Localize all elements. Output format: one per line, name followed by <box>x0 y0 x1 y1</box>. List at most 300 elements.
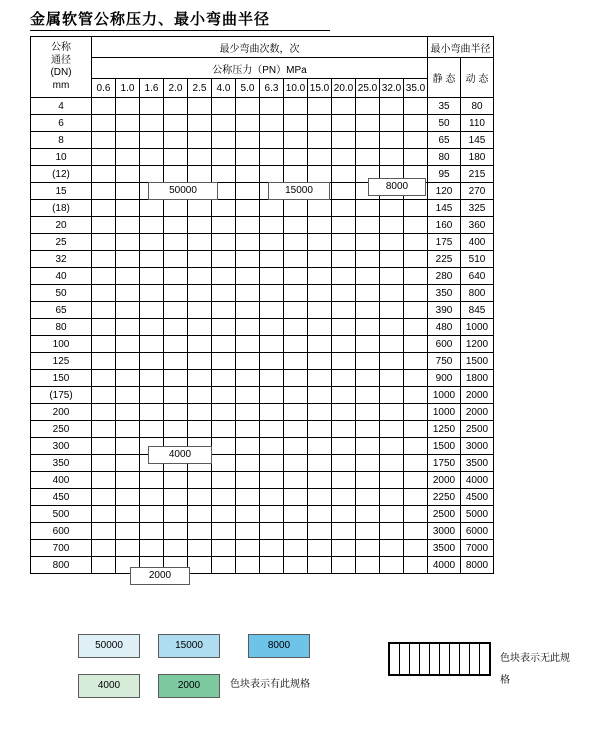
pressure-cell <box>380 336 404 353</box>
static-header: 静 态 <box>428 58 461 98</box>
pressure-cell <box>260 421 284 438</box>
pressure-cell <box>332 132 356 149</box>
pressure-cell <box>332 183 356 200</box>
pressure-cell <box>284 387 308 404</box>
table-row <box>31 404 494 421</box>
pressure-cell <box>356 200 380 217</box>
static-radius-cell: 480 <box>428 319 461 336</box>
pressure-cell <box>332 115 356 132</box>
pressure-cell <box>332 353 356 370</box>
pressure-cell <box>260 251 284 268</box>
pressure-cell <box>116 489 140 506</box>
legend-swatch-cell <box>460 643 470 675</box>
pressure-cell <box>116 183 140 200</box>
pressure-cell <box>188 387 212 404</box>
pressure-cell <box>356 353 380 370</box>
pressure-cell <box>92 540 116 557</box>
page-title: 金属软管公称压力、最小弯曲半径 <box>30 12 271 28</box>
pressure-cell <box>164 98 188 115</box>
pressure-cell <box>308 268 332 285</box>
dn-cell: 700 <box>31 540 92 557</box>
pressure-cell <box>140 268 164 285</box>
pn-value-header: 1.6 <box>140 79 164 98</box>
static-radius-cell: 2000 <box>428 472 461 489</box>
pressure-cell <box>164 404 188 421</box>
pn-value-header: 35.0 <box>404 79 428 98</box>
pressure-cell <box>332 336 356 353</box>
legend-has-spec-text: 色块表示有此规格 <box>230 679 310 690</box>
pressure-cell <box>284 506 308 523</box>
dn-cell: (12) <box>31 166 92 183</box>
pressure-cell <box>404 387 428 404</box>
pn-value-header: 25.0 <box>356 79 380 98</box>
pressure-cell <box>116 200 140 217</box>
pressure-cell <box>188 489 212 506</box>
dynamic-radius-cell: 80 <box>461 98 494 115</box>
pressure-cell <box>164 132 188 149</box>
pressure-cell <box>260 132 284 149</box>
dynamic-radius-cell: 2500 <box>461 421 494 438</box>
table-row <box>31 234 494 251</box>
pressure-cell <box>308 421 332 438</box>
legend-50000: 50000 <box>78 634 140 658</box>
pressure-cell <box>260 166 284 183</box>
pressure-cell <box>212 557 236 574</box>
table-row <box>31 217 494 234</box>
pressure-cell <box>188 336 212 353</box>
pressure-cell <box>140 115 164 132</box>
static-radius-cell: 1500 <box>428 438 461 455</box>
pressure-cell <box>140 234 164 251</box>
pressure-cell <box>404 506 428 523</box>
pressure-cell <box>236 387 260 404</box>
pressure-cell <box>236 540 260 557</box>
pressure-cell <box>236 421 260 438</box>
dn-cell: 100 <box>31 336 92 353</box>
pressure-cell <box>380 438 404 455</box>
dn-cell: 80 <box>31 319 92 336</box>
pressure-cell <box>308 217 332 234</box>
pressure-cell <box>284 438 308 455</box>
pressure-cell <box>92 557 116 574</box>
pressure-cell <box>380 353 404 370</box>
dynamic-radius-cell: 145 <box>461 132 494 149</box>
dn-cell: 400 <box>31 472 92 489</box>
dn-cell: 4 <box>31 98 92 115</box>
pressure-cell <box>140 251 164 268</box>
legend-2000: 2000 <box>158 674 220 698</box>
pressure-cell <box>284 149 308 166</box>
table-body <box>31 98 494 574</box>
table-row <box>31 455 494 472</box>
pressure-cell <box>212 319 236 336</box>
static-radius-cell: 95 <box>428 166 461 183</box>
pressure-cell <box>188 217 212 234</box>
dynamic-radius-cell: 510 <box>461 251 494 268</box>
pressure-cell <box>212 234 236 251</box>
pressure-cell <box>92 132 116 149</box>
pressure-cell <box>380 506 404 523</box>
pressure-cell <box>92 251 116 268</box>
pressure-cell <box>332 404 356 421</box>
pressure-cell <box>356 336 380 353</box>
pressure-cell <box>404 285 428 302</box>
pressure-cell <box>212 472 236 489</box>
pressure-cell <box>356 421 380 438</box>
pressure-cell <box>116 319 140 336</box>
dynamic-radius-cell: 5000 <box>461 506 494 523</box>
pressure-cell <box>92 438 116 455</box>
pressure-cell <box>332 200 356 217</box>
pressure-cell <box>404 523 428 540</box>
pressure-cell <box>212 149 236 166</box>
pressure-cell <box>308 166 332 183</box>
pressure-cell <box>260 336 284 353</box>
pressure-cell <box>260 353 284 370</box>
pressure-cell <box>308 472 332 489</box>
dn-cell: 65 <box>31 302 92 319</box>
pressure-cell <box>116 217 140 234</box>
pressure-cell <box>332 557 356 574</box>
pressure-cell <box>236 438 260 455</box>
pressure-cell <box>236 506 260 523</box>
pressure-cell <box>188 319 212 336</box>
pressure-cell <box>404 438 428 455</box>
pressure-cell <box>92 166 116 183</box>
table-row <box>31 336 494 353</box>
table-row <box>31 251 494 268</box>
pn-value-header: 2.0 <box>164 79 188 98</box>
pressure-cell <box>284 285 308 302</box>
pressure-cell <box>116 455 140 472</box>
pressure-cell <box>188 472 212 489</box>
dn-cell: 200 <box>31 404 92 421</box>
pressure-cell <box>92 404 116 421</box>
dynamic-radius-cell: 180 <box>461 149 494 166</box>
dynamic-radius-cell: 4000 <box>461 472 494 489</box>
pressure-cell <box>308 251 332 268</box>
static-radius-cell: 120 <box>428 183 461 200</box>
pressure-cell <box>236 285 260 302</box>
pressure-cell <box>308 353 332 370</box>
pressure-cell <box>140 404 164 421</box>
pressure-cell <box>236 404 260 421</box>
pressure-cell <box>260 506 284 523</box>
pressure-cell <box>284 166 308 183</box>
pressure-cell <box>260 370 284 387</box>
pressure-cell <box>116 98 140 115</box>
pressure-cell <box>164 489 188 506</box>
pressure-cell <box>356 387 380 404</box>
dn-cell: 25 <box>31 234 92 251</box>
pressure-cell <box>260 523 284 540</box>
table-row <box>31 540 494 557</box>
pn-value-header: 5.0 <box>236 79 260 98</box>
pressure-cell <box>140 489 164 506</box>
pressure-cell <box>92 370 116 387</box>
pressure-cell <box>140 472 164 489</box>
pressure-cell <box>164 115 188 132</box>
pressure-cell <box>284 455 308 472</box>
pressure-cell <box>116 370 140 387</box>
pressure-cell <box>164 268 188 285</box>
pressure-cell <box>356 557 380 574</box>
dynamic-radius-cell: 8000 <box>461 557 494 574</box>
pressure-cell <box>236 353 260 370</box>
pressure-cell <box>212 336 236 353</box>
pressure-cell <box>284 421 308 438</box>
dn-cell: 125 <box>31 353 92 370</box>
pressure-cell <box>332 489 356 506</box>
pressure-cell <box>236 472 260 489</box>
dynamic-header: 动 态 <box>461 58 494 98</box>
pressure-cell <box>404 455 428 472</box>
pressure-cell <box>404 472 428 489</box>
static-radius-cell: 3000 <box>428 523 461 540</box>
pressure-cell <box>284 557 308 574</box>
dn-cell: 32 <box>31 251 92 268</box>
tag-2000: 2000 <box>130 567 190 585</box>
table-row <box>31 319 494 336</box>
pressure-cell <box>332 421 356 438</box>
pressure-cell <box>212 251 236 268</box>
dn-cell: 10 <box>31 149 92 166</box>
pressure-cell <box>92 489 116 506</box>
pressure-cell <box>140 336 164 353</box>
pressure-cell <box>284 370 308 387</box>
pressure-cell <box>284 404 308 421</box>
pressure-cell <box>380 540 404 557</box>
legend-swatch-cell <box>440 643 450 675</box>
dn-header-line-3: (DN) <box>50 67 72 78</box>
pressure-cell <box>116 115 140 132</box>
dynamic-radius-cell: 2000 <box>461 387 494 404</box>
pressure-cell <box>188 540 212 557</box>
static-radius-cell: 280 <box>428 268 461 285</box>
pressure-cell <box>308 234 332 251</box>
pressure-cell <box>236 200 260 217</box>
pressure-cell <box>212 217 236 234</box>
pressure-cell <box>332 234 356 251</box>
pressure-cell <box>284 98 308 115</box>
pressure-cell <box>212 438 236 455</box>
dn-header-cell <box>31 37 92 98</box>
pressure-cell <box>260 438 284 455</box>
pressure-cell <box>116 506 140 523</box>
table-row <box>31 506 494 523</box>
pressure-cell <box>308 438 332 455</box>
pressure-cell <box>164 353 188 370</box>
pressure-cell <box>92 353 116 370</box>
pressure-cell <box>236 98 260 115</box>
pressure-cell <box>404 234 428 251</box>
pressure-cell <box>140 421 164 438</box>
pressure-cell <box>116 234 140 251</box>
dn-cell: 250 <box>31 421 92 438</box>
pressure-cell <box>332 438 356 455</box>
pressure-cell <box>140 523 164 540</box>
pressure-cell <box>404 115 428 132</box>
pressure-cell <box>380 489 404 506</box>
pressure-cell <box>92 421 116 438</box>
pressure-cell <box>356 132 380 149</box>
pressure-cell <box>164 200 188 217</box>
pressure-cell <box>92 387 116 404</box>
dynamic-radius-cell: 2000 <box>461 404 494 421</box>
pressure-cell <box>380 285 404 302</box>
pressure-cell <box>116 149 140 166</box>
dynamic-radius-cell: 270 <box>461 183 494 200</box>
legend-no-spec-text: 色块表示无此规格 <box>500 653 570 686</box>
pressure-cell <box>164 506 188 523</box>
pressure-cell <box>284 200 308 217</box>
dn-header-line-4: mm <box>52 79 70 91</box>
pressure-cell <box>260 455 284 472</box>
pressure-cell <box>92 472 116 489</box>
pressure-cell <box>332 268 356 285</box>
pressure-cell <box>188 523 212 540</box>
pressure-cell <box>308 489 332 506</box>
dn-cell: (175) <box>31 387 92 404</box>
pressure-cell <box>140 217 164 234</box>
pressure-cell <box>260 472 284 489</box>
pressure-cell <box>380 421 404 438</box>
pressure-cell <box>356 285 380 302</box>
pressure-cell <box>236 115 260 132</box>
pressure-cell <box>284 319 308 336</box>
pressure-cell <box>236 370 260 387</box>
pn-value-header: 0.6 <box>92 79 116 98</box>
pressure-cell <box>188 557 212 574</box>
pressure-cell <box>260 489 284 506</box>
pressure-cell <box>212 285 236 302</box>
dynamic-radius-cell: 360 <box>461 217 494 234</box>
pressure-cell <box>212 421 236 438</box>
static-radius-cell: 1000 <box>428 387 461 404</box>
table-row <box>31 523 494 540</box>
pressure-cell <box>404 353 428 370</box>
pressure-cell <box>356 149 380 166</box>
dynamic-radius-cell: 1800 <box>461 370 494 387</box>
pressure-cell <box>260 268 284 285</box>
dn-cell: 500 <box>31 506 92 523</box>
pressure-cell <box>260 557 284 574</box>
pressure-cell <box>404 319 428 336</box>
pressure-cell <box>356 115 380 132</box>
dynamic-radius-cell: 845 <box>461 302 494 319</box>
pressure-cell <box>284 489 308 506</box>
pressure-cell <box>308 98 332 115</box>
table-head <box>31 37 494 98</box>
pressure-cell <box>404 557 428 574</box>
table-row <box>31 557 494 574</box>
table-row <box>31 285 494 302</box>
pressure-cell <box>116 387 140 404</box>
pressure-cell <box>212 268 236 285</box>
static-radius-cell: 3500 <box>428 540 461 557</box>
dynamic-radius-cell: 400 <box>461 234 494 251</box>
pn-value-header: 1.0 <box>116 79 140 98</box>
dynamic-radius-cell: 110 <box>461 115 494 132</box>
static-radius-cell: 4000 <box>428 557 461 574</box>
table-row <box>31 268 494 285</box>
pressure-cell <box>212 166 236 183</box>
static-radius-cell: 225 <box>428 251 461 268</box>
pressure-cell <box>92 115 116 132</box>
pressure-cell <box>260 98 284 115</box>
pressure-cell <box>404 132 428 149</box>
pressure-cell <box>116 421 140 438</box>
pressure-cell <box>212 115 236 132</box>
pressure-cell <box>140 353 164 370</box>
pressure-cell <box>308 149 332 166</box>
pressure-cell <box>92 506 116 523</box>
pressure-cell <box>332 319 356 336</box>
header-row-2 <box>31 58 494 79</box>
dynamic-radius-cell: 1000 <box>461 319 494 336</box>
pressure-cell <box>404 336 428 353</box>
dn-cell: 50 <box>31 285 92 302</box>
pressure-cell <box>404 251 428 268</box>
pressure-cell <box>260 149 284 166</box>
dn-cell: 6 <box>31 115 92 132</box>
dynamic-radius-cell: 215 <box>461 166 494 183</box>
legend-8000: 8000 <box>248 634 310 658</box>
pressure-cell <box>188 166 212 183</box>
pressure-cell <box>188 98 212 115</box>
legend-swatch-cell <box>420 643 430 675</box>
pressure-cell <box>308 319 332 336</box>
legend-swatch-cell <box>430 643 440 675</box>
table-row <box>31 421 494 438</box>
pressure-cell <box>380 319 404 336</box>
pressure-cell <box>92 285 116 302</box>
pressure-cell <box>380 472 404 489</box>
pressure-cell <box>236 557 260 574</box>
pressure-cell <box>92 234 116 251</box>
table-row <box>31 353 494 370</box>
pressure-cell <box>404 404 428 421</box>
pressure-cell <box>404 98 428 115</box>
pressure-cell <box>164 285 188 302</box>
pressure-cell <box>116 353 140 370</box>
pressure-cell <box>356 404 380 421</box>
pressure-cell <box>116 166 140 183</box>
pressure-cell <box>140 132 164 149</box>
header-row-1 <box>31 37 494 58</box>
pressure-cell <box>404 540 428 557</box>
dynamic-radius-cell: 1500 <box>461 353 494 370</box>
pressure-cell <box>212 489 236 506</box>
pressure-cell <box>380 523 404 540</box>
pressure-cell <box>332 217 356 234</box>
pressure-cell <box>332 455 356 472</box>
pressure-cell <box>404 268 428 285</box>
pressure-cell <box>284 472 308 489</box>
title-underline <box>30 30 330 31</box>
pressure-cell <box>308 132 332 149</box>
dn-header-line-2: 通径 <box>51 54 71 66</box>
pressure-cell <box>356 370 380 387</box>
table-row <box>31 438 494 455</box>
pressure-cell <box>212 523 236 540</box>
legend-swatch-cell <box>389 643 400 675</box>
static-radius-cell: 1000 <box>428 404 461 421</box>
dn-cell: 40 <box>31 268 92 285</box>
pn-value-header: 20.0 <box>332 79 356 98</box>
pressure-cell <box>356 268 380 285</box>
pressure-cell <box>188 285 212 302</box>
